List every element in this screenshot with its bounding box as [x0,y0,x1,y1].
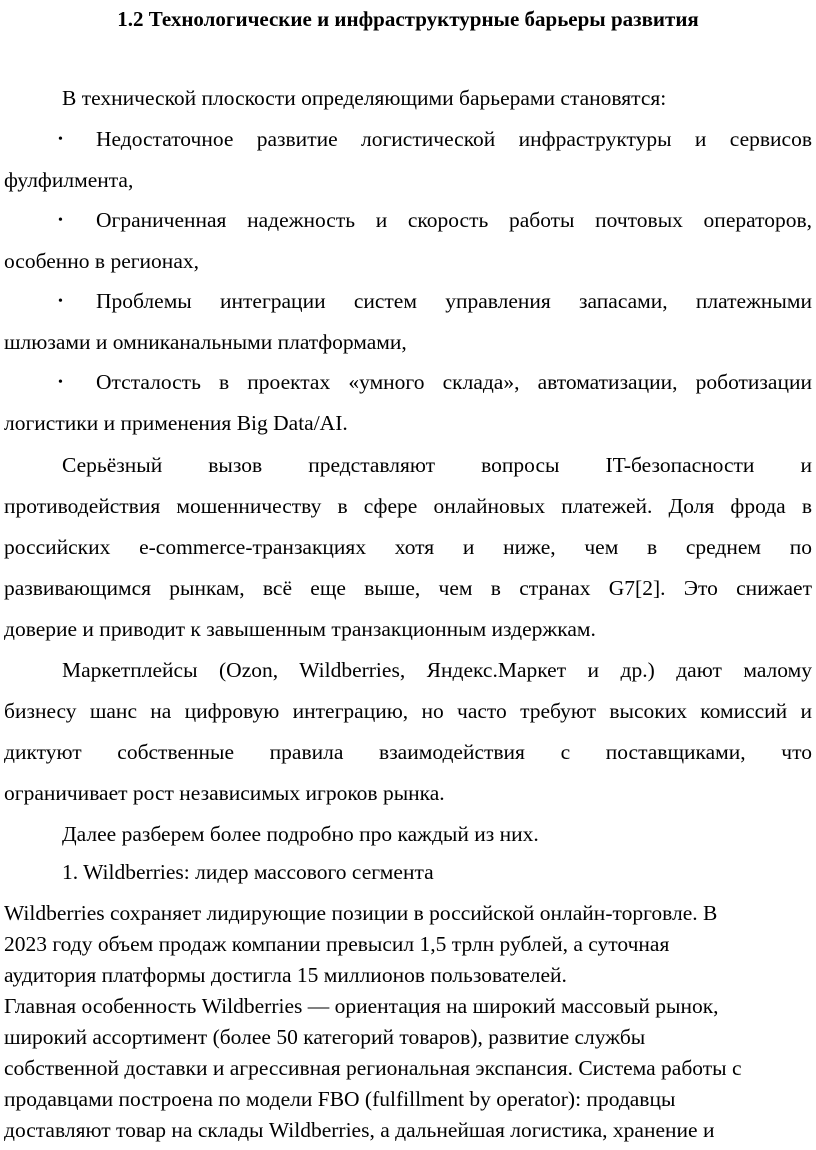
paragraph-line: диктуют собственные правила взаимодействия с поставщиками, что [4,740,812,764]
bullet-line: Проблемы интеграции систем управления запасами, платежными [96,289,812,313]
bullet-mark: • [58,132,63,147]
paragraph-line: собственной доставки и агрессивная региональная экспансия. Система работы с [4,1056,742,1080]
paragraph-line: Маркетплейсы (Ozon, Wildberries, Яндекс.Маркет и др.) дают малому [62,658,812,682]
bullet-line: шлюзами и омниканальными платформами, [4,330,407,354]
bullet-line: особенно в регионах, [4,249,199,273]
intro-text: В технической плоскости определяющими барьерами становятся: [62,86,667,110]
bullet-mark: • [58,294,63,309]
paragraph-line: Wildberries сохраняет лидирующие позиции в российской онлайн-торговле. В [4,901,718,925]
bullet-mark: • [58,213,63,228]
paragraph-line: Главная особенность Wildberries — ориентация на широкий массовый рынок, [4,994,719,1018]
paragraph-line: Далее разберем более подробно про каждый из них. [62,822,539,846]
paragraph-line: 2023 году объем продаж компании превысил 1,5 трлн рублей, а суточная [4,932,670,956]
paragraph-line: бизнесу шанс на цифровую интеграцию, но часто требуют высоких комиссий и [4,699,812,723]
paragraph-line: развивающимся рынкам, всё еще выше, чем в странах G7[2]. Это снижает [4,576,812,600]
paragraph-line: продавцами построена по модели FBO (fulfillment by operator): продавцы [4,1087,676,1111]
bullet-mark: • [58,375,63,390]
paragraph-line: ограничивает рост независимых игроков рынка. [4,781,445,805]
paragraph-line: доставляют товар на склады Wildberries, а дальнейшая логистика, хранение и [4,1118,715,1142]
paragraph-line: широкий ассортимент (более 50 категорий товаров), развитие службы [4,1025,646,1049]
subheading: 1. Wildberries: лидер массового сегмента [62,860,434,884]
paragraph-line: доверие и приводит к завышенным транзакционным издержкам. [4,617,596,641]
bullet-line: Недостаточное развитие логистической инфраструктуры и сервисов [96,127,812,151]
bullet-line: логистики и применения Big Data/AI. [4,411,348,435]
bullet-line: фулфилмента, [4,168,134,192]
section-heading: 1.2 Технологические и инфраструктурные барьеры развития [117,7,699,31]
bullet-line: Отсталость в проектах «умного склада», автоматизации, роботизации [96,370,812,394]
paragraph-line: российских e-commerce-транзакциях хотя и ниже, чем в среднем по [4,535,812,559]
paragraph-line: аудитория платформы достигла 15 миллионов пользователей. [4,963,567,987]
paragraph-line: Серьёзный вызов представляют вопросы IT-безопасности и [62,453,812,477]
bullet-line: Ограниченная надежность и скорость работы почтовых операторов, [96,208,812,232]
paragraph-line: противодействия мошенничеству в сфере онлайновых платежей. Доля фрода в [4,494,812,518]
